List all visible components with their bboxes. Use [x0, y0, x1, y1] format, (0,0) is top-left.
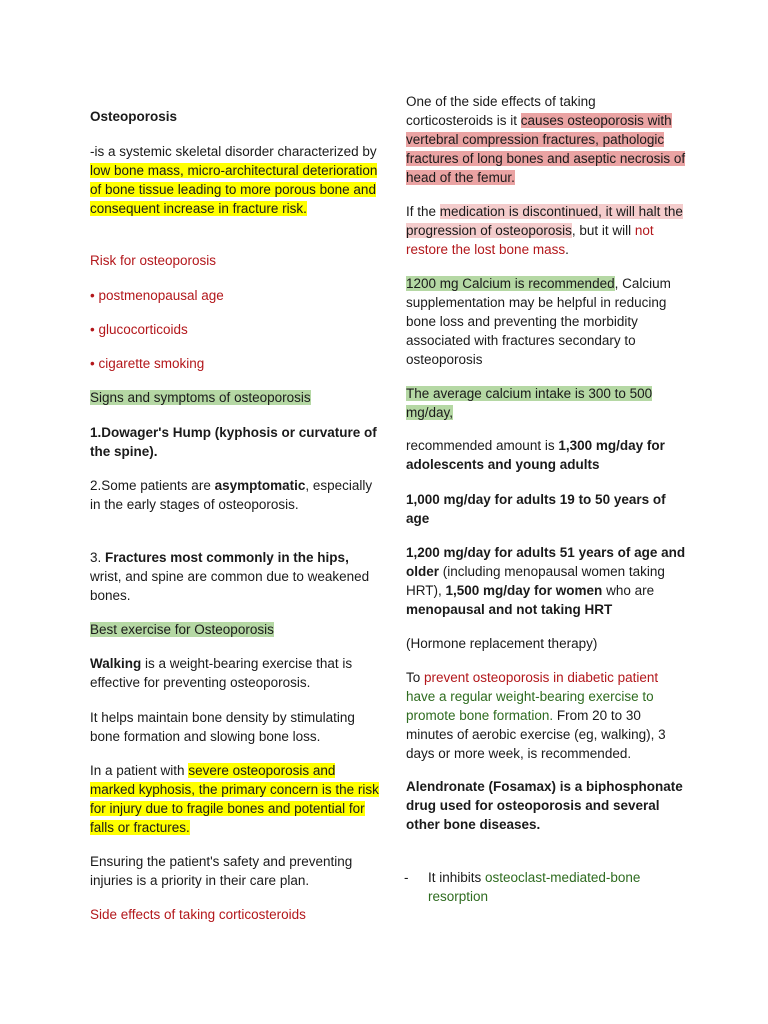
- recommended-amount: recommended amount is 1,300 mg/day for adolescents and young adults: [406, 438, 665, 472]
- risk-item-glucocorticoids: • glucocorticoids: [90, 322, 188, 337]
- definition-paragraph: -is a systemic skeletal disorder characterized by low bone mass, micro-architectural deterioration of bone tissue leading to more porous bone and consequent increase in fracture risk.: [90, 144, 378, 216]
- bone-density-paragraph: It helps maintain bone density by stimulating bone formation and slowing bone loss.: [90, 710, 355, 744]
- corticosteroid-paragraph: One of the side effects of taking corticosteroids is it causes osteoporosis with vertebral compression fractures, pathologic fractures of long bones and aseptic necrosis of head of the femur.: [406, 94, 686, 185]
- walking-paragraph: Walking is a weight-bearing exercise that is effective for preventing osteoporosis.: [90, 656, 353, 690]
- side-effects-heading: Side effects of taking corticosteroids: [90, 907, 306, 922]
- risk-item-postmenopausal: • postmenopausal age: [90, 288, 224, 303]
- hrt-note: (Hormone replacement therapy): [406, 636, 598, 651]
- adults-51-plus: 1,200 mg/day for adults 51 years of age and older (including menopausal women taking HRT), 1,500 mg/day for women who are menopausal and not taking HRT: [406, 545, 686, 617]
- sign-fractures: 3. Fractures most commonly in the hips, wrist, and spine are common due to weakened bones.: [90, 550, 370, 603]
- risk-item-smoking: • cigarette smoking: [90, 356, 205, 371]
- definition-highlight: low bone mass, micro-architectural deterioration of bone tissue leading to more porous bone and consequent increase in fracture risk.: [90, 163, 378, 216]
- dash-bullet: -: [404, 870, 409, 885]
- sign-dowagers-hump: 1.Dowager's Hump (kyphosis or curvature of the spine).: [90, 425, 377, 459]
- prevention-paragraph: To prevent osteoporosis in diabetic patient have a regular weight-bearing exercise to promote bone formation. From 20 to 30 minutes of aerobic exercise (eg, walking), 3 days or more week, is recommended.: [406, 670, 666, 761]
- alendronate-paragraph: Alendronate (Fosamax) is a biphosphonate drug used for osteoporosis and several other bone diseases.: [406, 779, 683, 832]
- signs-heading: Signs and symptoms of osteoporosis: [90, 390, 311, 405]
- calcium-paragraph: 1200 mg Calcium is recommended, Calcium supplementation may be helpful in reducing bone loss and preventing the morbidity associated with fractures secondary to osteoporosis: [406, 276, 671, 367]
- kyphosis-highlight: severe osteoporosis and marked kyphosis, the primary concern is the risk for injury due to fragile bones and potential for falls or fractures.: [90, 763, 379, 835]
- adults-19-50: 1,000 mg/day for adults 19 to 50 years of age: [406, 492, 666, 526]
- risk-heading: Risk for osteoporosis: [90, 253, 217, 268]
- list-item: - It inhibits osteoclast-mediated-bone resorption: [404, 870, 641, 904]
- corticosteroid-highlight: causes osteoporosis with vertebral compression fractures, pathologic fractures of long bones and aseptic necrosis of head of the femur.: [406, 113, 686, 185]
- kyphosis-paragraph: In a patient with severe osteoporosis and marked kyphosis, the primary concern is the risk for injury due to fragile bones and potential for falls or fractures.: [90, 763, 379, 835]
- discontinued-paragraph: If the medication is discontinued, it will halt the progression of osteoporosis, but it will not restore the lost bone mass.: [406, 204, 683, 257]
- page-title: Osteoporosis: [90, 109, 178, 124]
- exercise-heading: Best exercise for Osteoporosis: [90, 622, 274, 637]
- safety-paragraph: Ensuring the patient's safety and preventing injuries is a priority in their care plan.: [90, 854, 353, 888]
- average-calcium: The average calcium intake is 300 to 500 mg/day,: [406, 386, 653, 420]
- sign-asymptomatic: 2.Some patients are asymptomatic, especially in the early stages of osteoporosis.: [90, 478, 373, 512]
